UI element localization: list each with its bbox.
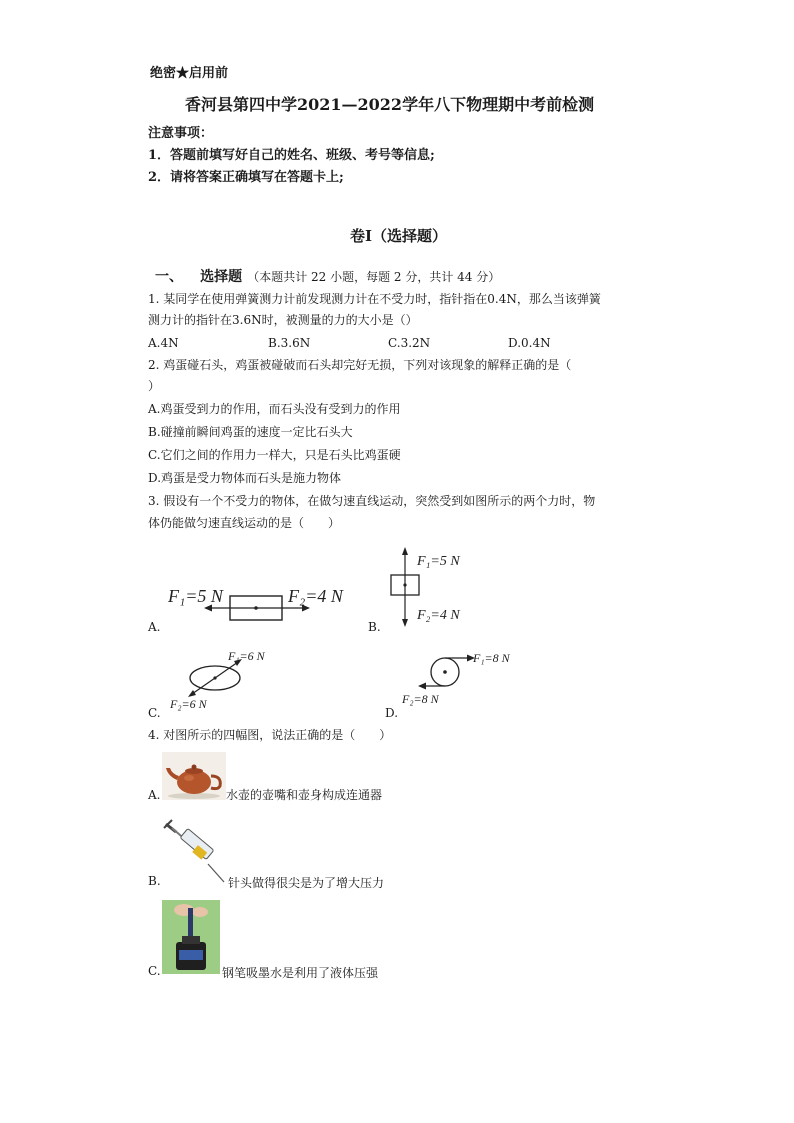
figure-d-label: D. [385,706,399,720]
question-4-option-b-label: B. [148,874,161,888]
figure-d-f2-label: F₂=8 N [402,692,439,706]
figure-a-f2-label: F₂=4 N [288,586,343,606]
question-3-line1: 3. 假设有一个不受力的物体，在做匀速直线运动，突然受到如图所示的两个力时，物 [148,494,596,508]
fountain-pen-icon [162,900,220,974]
figure-a-diagram [160,572,365,634]
figure-d-f1-label: F₁=8 N [473,651,510,665]
figure-d-f2-arrowhead [418,683,426,690]
question-4-option-a-label: A. [148,788,161,802]
question-3-line2: 体仍能做匀速直线运动的是（ ） [148,516,341,530]
question-1-line2: 测力计的指针在3.6N时，被测量的力的大小是（） [148,313,418,327]
section-title [155,266,500,286]
section-number: 一、 [155,269,183,285]
question-4-option-b-text: 针头做得很尖是为了增大压力 [228,876,385,890]
secret-label: 绝密★启用前 [150,66,229,81]
figure-c-f1-label: F₁=6 N [228,649,265,663]
question-2-option-d: D.鸡蛋是受力物体而石头是施力物体 [148,471,342,485]
question-2-option-a: A.鸡蛋受到力的作用，而石头没有受到力的作用 [148,402,401,416]
syringe-photo [162,818,228,888]
ink-bottle-photo [162,900,220,974]
notes-title: 注意事项： [148,126,214,141]
figure-a-label: A. [148,620,161,634]
figure-b-f1-arrowhead [402,547,408,555]
figure-b-diagram [385,545,495,630]
teapot-photo [162,752,226,800]
question-2-line2: ） [148,379,161,393]
teapot-icon [162,752,226,800]
question-4-option-c-label: C. [148,964,161,978]
figure-b-label: B. [368,620,381,634]
figure-a-f1-label: F₁=5 N [168,586,223,606]
question-1-line1: 1. 某同学在使用弹簧测力计前发现测力计在不受力时，指针指在0.4N，那么当该弹簧 [148,292,601,306]
part-title: 卷I（选择题） [350,227,448,245]
figure-d-center-dot [443,670,447,674]
question-2-option-c: C.它们之间的作用力一样大，只是石头比鸡蛋硬 [148,448,401,462]
question-1-option-d: D.0.4N [508,336,551,350]
question-4-option-c-text: 钢笔吸墨水是利用了液体压强 [222,966,379,980]
note-item: 1．答题前填写好自己的姓名、班级、考号等信息; [148,148,435,163]
note-item: 2．请将答案正确填写在答题卡上; [148,170,344,185]
question-2-line1: 2. 鸡蛋碰石头，鸡蛋被碰破而石头却完好无损，下列对该现象的解释正确的是（ [148,358,572,372]
figure-c-diagram [160,645,280,713]
question-2-option-b: B.碰撞前瞬间鸡蛋的速度一定比石头大 [148,425,353,439]
question-4-option-a-text: 水壶的壶嘴和壶身构成连通器 [226,788,383,802]
question-1-option-b: B.3.6N [268,336,311,350]
question-1-option-c: C.3.2N [388,336,431,350]
section-name: 选择题 [200,269,243,285]
figure-c-f2-label: F₂=6 N [170,697,207,711]
figure-b-f2-label: F₂=4 N [417,608,460,623]
figure-c-label: C. [148,706,161,720]
figure-b-f2-arrowhead [402,619,408,627]
figure-b-f1-label: F₁=5 N [417,554,460,569]
figure-d-diagram [400,645,525,710]
section-note: （本题共计 22 小题，每题 2 分，共计 44 分） [247,270,501,284]
figure-c-f2-arrowhead [188,690,196,697]
question-4-line1: 4. 对图所示的四幅图，说法正确的是（ ） [148,728,392,742]
syringe-icon [162,818,228,888]
page-title: 香河县第四中学2021—2022学年八下物理期中考前检测 [185,95,595,114]
question-1-option-a: A.4N [148,336,179,350]
